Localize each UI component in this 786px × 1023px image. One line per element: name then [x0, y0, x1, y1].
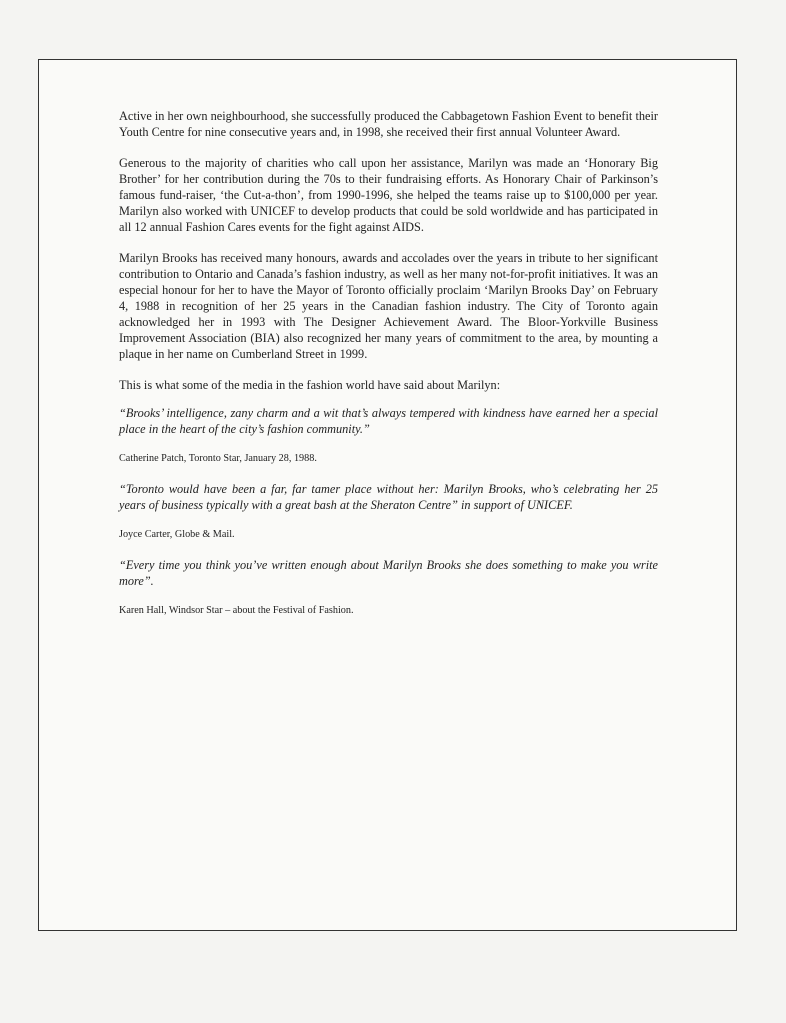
quote-attribution: Catherine Patch, Toronto Star, January 28, 1988. — [119, 453, 317, 464]
paragraph-honours: Marilyn Brooks has received many honours, awards and accolades over the years in tribute to her significant contribution to Ontario and Canada’s fashion industry, as well as her many not-for-profit initiatives. It was an especial honour for her to have the Mayor of Toronto officially proclaim ‘Marilyn Brooks Day’ on February 4, 1988 in recognition of her 25 years in the Canadian fashion industry. The City of Toronto again acknowledged her in 1993 with The Designer Achievement Award. The Bloor-Yorkville Business Improvement Association (BIA) also recognized her many years of commitment to the area, by mounting a plaque in her name on Cumberland Street in 1999. — [119, 251, 658, 361]
quote-attribution: Karen Hall, Windsor Star – about the Festival of Fashion. — [119, 605, 354, 616]
quote-block — [119, 481, 658, 542]
paragraph-media-intro: This is what some of the media in the fashion world have said about Marilyn: — [119, 378, 501, 392]
quote-block — [119, 405, 658, 466]
paragraph-charities: Generous to the majority of charities who call upon her assistance, Marilyn was made an ‘Honorary Big Brother’ for her contribution during the 70s to their fundraising efforts. As Honorary Chair of Parkinson’s famous fund-raiser, ‘the Cut-a-thon’, from 1990-1996, she helped the teams raise up to $100,000 per year. Marilyn also worked with UNICEF to develop products that could be sold worldwide and has participated in all 12 annual Fashion Cares events for the fight against AIDS. — [119, 156, 658, 234]
quote-attribution: Joyce Carter, Globe & Mail. — [119, 529, 235, 540]
quote-block — [119, 557, 658, 618]
quote-text: “Toronto would have been a far, far tamer place without her: Marilyn Brooks, who’s celebrating her 25 years of business typically with a great bash at the Sheraton Centre” in support of UNICEF. — [119, 482, 658, 512]
scan-header-strip — [0, 0, 786, 6]
quote-text: “Every time you think you’ve written enough about Marilyn Brooks she does something to make you write more”. — [119, 558, 658, 588]
paragraph-volunteer: Active in her own neighbourhood, she successfully produced the Cabbagetown Fashion Event to benefit their Youth Centre for nine consecutive years and, in 1998, she received their first annual Volunteer Award. — [119, 109, 658, 139]
quote-text: “Brooks’ intelligence, zany charm and a wit that’s always tempered with kindness have earned her a special place in the heart of the city’s fashion community.” — [119, 406, 658, 436]
document-body — [119, 108, 658, 633]
